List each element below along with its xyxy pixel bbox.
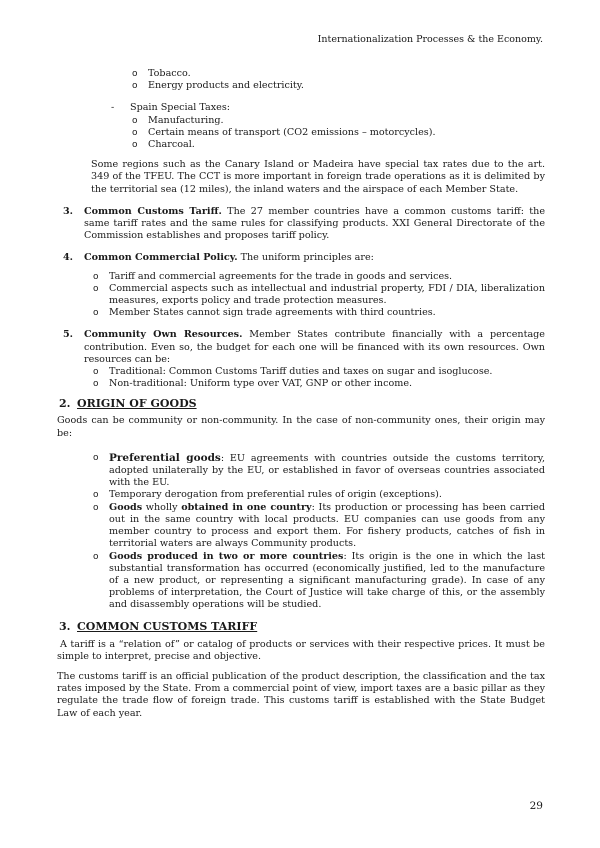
- term-text: wholly: [142, 501, 182, 513]
- list-item: o Traditional: Common Customs Tariff duties and taxes on sugar and isoglucose.: [91, 366, 545, 378]
- list-item: o Temporary derogation from preferential rules of origin (exceptions).: [91, 489, 545, 501]
- list-item: o Tobacco.: [130, 68, 545, 80]
- list-item: o Commercial aspects such as intellectual and industrial property, FDI / DIA, liberalization measures, exports policy and trade protection measures.: [91, 283, 545, 307]
- item-title: Common Customs Tariff.: [84, 205, 222, 217]
- page-content: [57, 68, 545, 720]
- page-number: 29: [529, 800, 543, 812]
- term-text: : Its origin is the one in which the last substantial transformation has occurred (economically justified, led to the manufacture of a new product, or representing a significant manufacturing grade). In case of any problems of interpretation, the Court of Justice will take charge of this, or the assembly and disassembly operations will be studied.: [109, 550, 546, 611]
- item-common-commercial-policy: [57, 252, 545, 264]
- list-item: o Charcoal.: [130, 139, 545, 151]
- origin-list: [91, 452, 545, 612]
- section-title: ORIGIN OF GOODS: [77, 397, 197, 411]
- item-text: Member States contribute financially with a percentage contribution. Even so, the budget for each one will be financed with its own resources. Own resources can be:: [84, 329, 545, 365]
- section-number: 3.: [59, 619, 71, 633]
- list-item: o Energy products and electricity.: [130, 80, 545, 92]
- term-bold: Goods produced in two or more countries: [109, 550, 344, 562]
- list-item: o Manufacturing.: [130, 115, 545, 127]
- item-number: 5.: [63, 329, 74, 341]
- canary-paragraph: Some regions such as the Canary Island or Madeira have special tax rates due to the art. 349 of the TFEU. The CCT is more important in foreign trade operations as it is delimited by the territorial sea (12 miles), the inland waters and the airspace of each Member State.: [91, 159, 545, 195]
- origin-intro: Goods can be community or non-community. In the case of non-community ones, their origin may be:: [57, 415, 545, 439]
- item-text: The uniform principles are:: [237, 252, 374, 264]
- section-number: 2.: [59, 397, 71, 411]
- term-bold: Goods: [109, 501, 143, 513]
- tariff-paragraph-2: The customs tariff is an official publication of the product description, the classification and the tax rates imposed by the State. From a commercial point of view, import taxes are a basic pillar as they regulate the trade flow of foreign trade. This customs tariff is established with the State Budget Law of each year.: [57, 670, 545, 719]
- list-item: o Member States cannot sign trade agreements with third countries.: [91, 307, 545, 319]
- list-item: [91, 502, 545, 551]
- list-item: [91, 551, 545, 612]
- list-item: o Non-traditional: Uniform type over VAT, GNP or other income.: [91, 378, 545, 390]
- item-number: 3.: [63, 205, 74, 217]
- item-community-own-resources: [57, 329, 545, 366]
- tariff-paragraph-1: A tariff is a “relation of” or catalog of products or services with their respective prices. It must be simple to interpret, precise and objective.: [57, 638, 545, 662]
- term-bold: obtained in one country: [181, 501, 312, 513]
- spain-taxes-label: - Spain Special Taxes:: [111, 102, 545, 114]
- list-item: o Certain means of transport (CO2 emissions – motorcycles).: [130, 127, 545, 139]
- running-header: Internationalization Processes & the Economy.: [317, 34, 543, 45]
- section-heading-tariff: [57, 620, 545, 634]
- section-title: COMMON CUSTOMS TARIFF: [77, 619, 258, 633]
- item-number: 4.: [63, 252, 74, 264]
- item-title: Community Own Resources.: [84, 329, 243, 341]
- term-bold: Preferential goods: [109, 451, 221, 464]
- section-heading-origin: [57, 397, 545, 411]
- commercial-policy-list: [91, 271, 545, 320]
- tax-list-b: [130, 115, 545, 152]
- term-text: : EU agreements with countries outside the customs territory, adopted unilaterally by the EU, or established in favor of overseas countries associated with the EU.: [109, 452, 546, 489]
- tax-list-a: [130, 68, 545, 92]
- item-title: Common Commercial Policy.: [84, 252, 238, 264]
- item-text: The 27 member countries have a common customs tariff: the same tariff rates and the same rules for classifying products. XXI General Directorate of the Commission establishes and proposes tariff policy.: [84, 205, 546, 242]
- list-item: [91, 452, 545, 490]
- list-item: o Tariff and commercial agreements for the trade in goods and services.: [91, 271, 545, 283]
- term-text: : Its production or processing has been carried out in the same country with local products. EU companies can use goods from any member country to process and export them. For fishery products, catches of fish in territorial waters are always Community products.: [109, 501, 546, 550]
- item-common-customs-tariff: [57, 206, 545, 243]
- own-resources-list: [91, 366, 545, 390]
